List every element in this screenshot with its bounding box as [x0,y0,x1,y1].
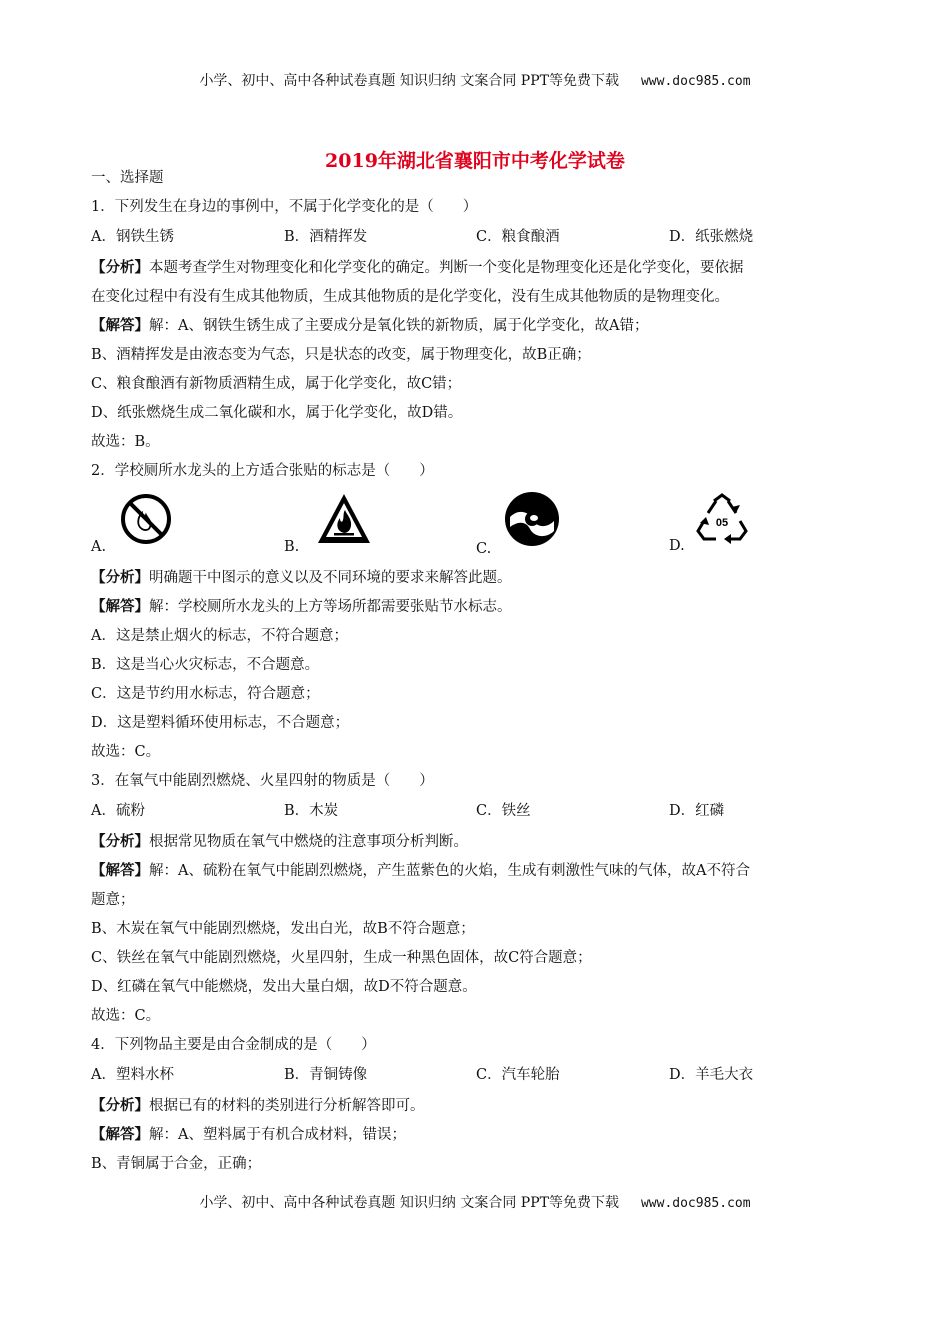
q1-option-d: D．纸张燃烧 [669,229,754,245]
q1-choice: 故选：B。 [91,434,160,450]
answer-tag: 【解答】 [91,598,149,615]
q3-answer-line-d: D、红磷在氧气中能燃烧，发出大量白烟，故D不符合题意。 [91,979,477,995]
q3-answer-wrap: 题意； [91,892,135,908]
q1-option-b: B．酒精挥发 [284,229,368,245]
q1-analysis [91,258,744,278]
footer-text: 小学、初中、高中各种试卷真题 知识归纳 文案合同 PPT等免费下载 [199,1195,619,1211]
q4-answer [91,1125,406,1145]
q2-answer-line-a: A．这是禁止烟火的标志，不符合题意； [91,628,348,644]
q3-option-a: A．硫粉 [91,803,145,819]
q2-choice: 故选：C。 [91,744,161,760]
q2-analysis [91,568,512,588]
q3-answer-line-b: B、木炭在氧气中能剧烈燃烧，发出白光，故B不符合题意； [91,921,475,937]
q2-answer-line-d: D．这是塑料循环使用标志，不合题意； [91,715,350,731]
q1-option-c: C．粮食酿酒 [476,229,560,245]
analysis-tag: 【分析】 [91,1097,149,1114]
q4-option-b: B．青铜铸像 [284,1067,368,1083]
q1-answer-line-c: C、粮食酿酒有新物质酒精生成，属于化学变化，故C错； [91,376,462,392]
analysis-tag: 【分析】 [91,259,149,276]
q2-answer-text: 解：学校厕所水龙头的上方等场所都需要张贴节水标志。 [149,599,512,615]
q1-stem: 1．下列发生在身边的事例中，不属于化学变化的是（ ） [91,199,478,215]
page-header [0,70,950,90]
q3-option-d: D．红磷 [669,803,725,819]
q3-answer-text: 解：A、硫粉在氧气中能剧烈燃烧，产生蓝紫色的火焰，生成有刺激性气味的气体，故A不符合 [149,863,750,879]
q2-answer-line-b: B．这是当心火灾标志，不合题意。 [91,657,320,673]
q4-option-d: D．羊毛大衣 [669,1067,754,1083]
q2-option-d: D. [669,538,685,554]
q1-answer [91,316,648,336]
water-saving-icon [504,491,560,547]
q4-answer-line-b: B、青铜属于合金，正确； [91,1156,262,1172]
q2-answer-line-c: C．这是节约用水标志，符合题意； [91,686,320,702]
q3-option-c: C．铁丝 [476,803,531,819]
q1-analysis-line-1: 本题考查学生对物理变化和化学变化的确定。判断一个变化是物理变化还是化学变化，要依据 [149,260,744,276]
no-fire-icon [118,491,174,547]
q2-analysis-text: 明确题干中图示的意义以及不同环境的要求来解答此题。 [149,570,512,586]
analysis-tag: 【分析】 [91,569,149,586]
q1-analysis-line-2: 在变化过程中有没有生成其他物质，生成其他物质的是化学变化，没有生成其他物质的是物理变化。 [91,289,729,305]
q1-answer-line-b: B、酒精挥发是由液态变为气态，只是状态的改变，属于物理变化，故B正确； [91,347,591,363]
q4-analysis [91,1096,425,1116]
section-heading: 一、选择题 [91,170,164,186]
q3-analysis-text: 根据常见物质在氧气中燃烧的注意事项分析判断。 [149,834,468,850]
q3-analysis [91,832,468,852]
q2-option-c: C. [476,541,492,557]
answer-tag: 【解答】 [91,1126,149,1143]
q4-stem: 4．下列物品主要是由合金制成的是（ ） [91,1037,376,1053]
footer-site[interactable]: www.doc985.com [640,1196,751,1211]
header-site[interactable]: www.doc985.com [640,74,751,89]
q4-option-c: C．汽车轮胎 [476,1067,560,1083]
q3-option-b: B．木炭 [284,803,339,819]
q1-answer-text: 解：A、钢铁生锈生成了主要成分是氧化铁的新物质，属于化学变化，故A错； [149,318,649,334]
q3-answer-line-c: C、铁丝在氧气中能剧烈燃烧，火星四射，生成一种黑色固体，故C符合题意； [91,950,592,966]
header-text: 小学、初中、高中各种试卷真题 知识归纳 文案合同 PPT等免费下载 [199,73,619,89]
answer-tag: 【解答】 [91,862,149,879]
q3-stem: 3．在氧气中能剧烈燃烧、火星四射的物质是（ ） [91,773,434,789]
page-title: 2019年湖北省襄阳市中考化学试卷 [325,150,625,172]
page-footer [0,1192,950,1212]
q2-option-a: A. [91,539,107,555]
q1-answer-line-d: D、纸张燃烧生成二氧化碳和水，属于化学变化，故D错。 [91,405,463,421]
analysis-tag: 【分析】 [91,833,149,850]
answer-tag: 【解答】 [91,317,149,334]
q2-answer [91,597,512,617]
fire-hazard-icon [316,491,372,547]
q2-option-b: B. [284,539,300,555]
q1-option-a: A．钢铁生锈 [91,229,174,245]
recycle-icon [694,491,750,547]
q3-answer [91,861,750,881]
q4-option-a: A．塑料水杯 [91,1067,174,1083]
q4-answer-text: 解：A、塑料属于有机合成材料，错误； [149,1127,406,1143]
q3-choice: 故选：C。 [91,1008,161,1024]
q2-stem: 2．学校厕所水龙头的上方适合张贴的标志是（ ） [91,463,434,479]
q4-analysis-text: 根据已有的材料的类别进行分析解答即可。 [149,1098,425,1114]
recycle-number: 05 [715,517,729,529]
